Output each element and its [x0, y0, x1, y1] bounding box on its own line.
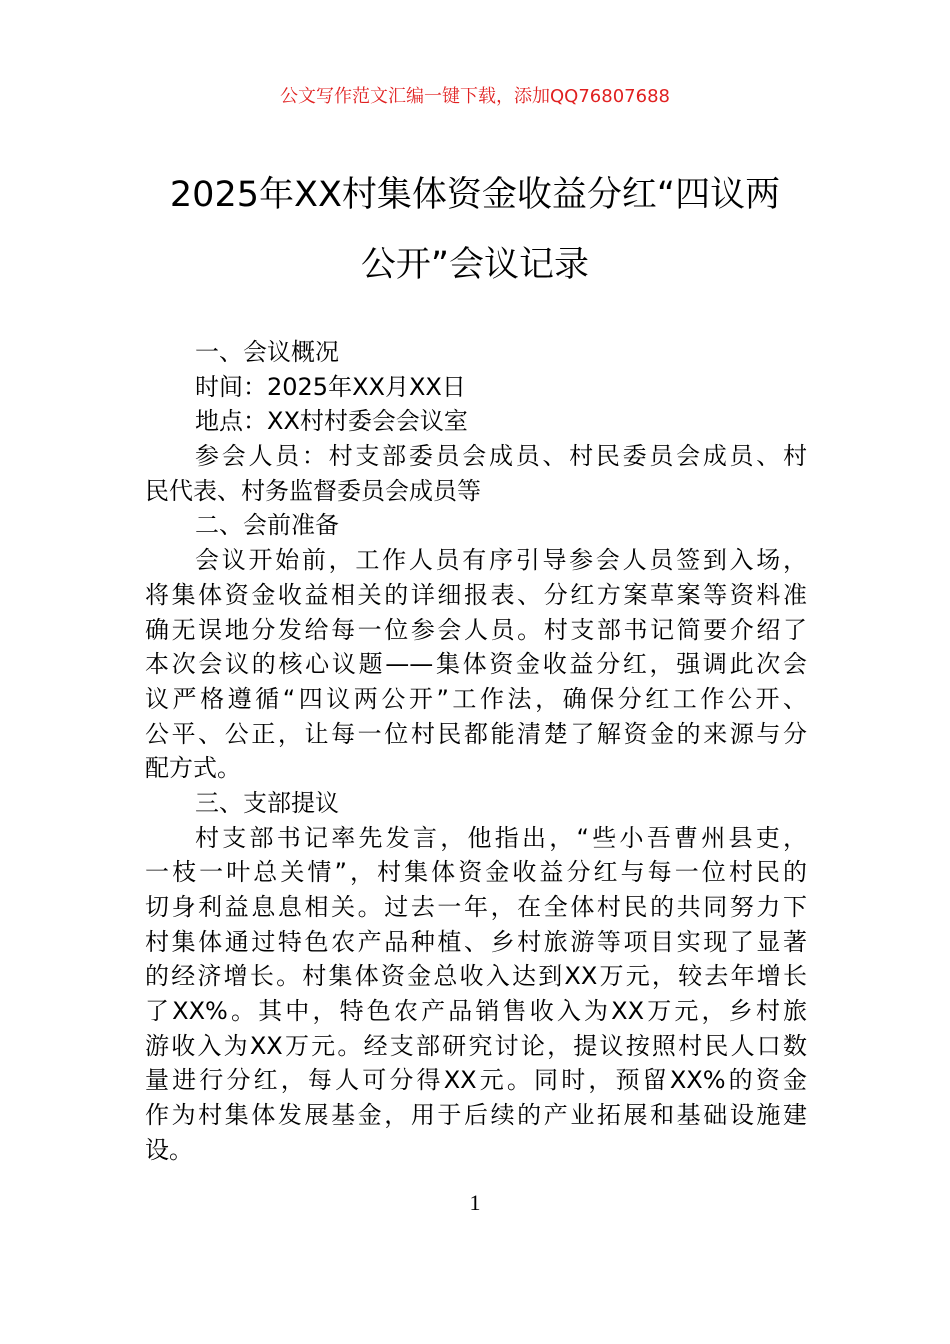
paragraph-line: 作为村集体发展基金，用于后续的产业拓展和基础设施建 — [145, 1101, 807, 1130]
paragraph-line: 确无误地分发给每一位参会人员。村支部书记简要介绍了 — [145, 615, 807, 644]
paragraph-line: 村支部书记率先发言，他指出，“些小吾曹州县吏， — [195, 823, 807, 852]
paragraph-line: 民代表、村务监督委员会成员等 — [145, 476, 481, 505]
paragraph-line: 量进行分红，每人可分得XX元。同时，预留XX%的资金 — [145, 1066, 807, 1095]
paragraph-line: 村集体通过特色农产品种植、乡村旅游等项目实现了显著 — [145, 927, 807, 956]
document-title-line1: 2025年XX村集体资金收益分红“四议两 — [169, 175, 781, 215]
watermark-banner: 公文写作范文汇编一键下载，添加QQ76807688 — [280, 86, 670, 107]
paragraph-line: 公平、公正，让每一位村民都能清楚了解资金的来源与分 — [145, 719, 807, 748]
paragraph-line: 的经济增长。村集体资金总收入达到XX万元，较去年增长 — [145, 962, 807, 991]
section-heading: 一、会议概况 — [195, 338, 339, 366]
paragraph-line: 游收入为XX万元。经支部研究讨论，提议按照村民人口数 — [145, 1031, 807, 1060]
paragraph-line: 了XX%。其中，特色农产品销售收入为XX万元，乡村旅 — [145, 997, 807, 1026]
paragraph-line: 将集体资金收益相关的详细报表、分红方案草案等资料准 — [145, 580, 807, 609]
paragraph-line: 切身利益息息相关。过去一年，在全体村民的共同努力下 — [145, 893, 807, 921]
section-heading: 二、会前准备 — [195, 511, 339, 540]
paragraph-line: 参会人员：村支部委员会成员、村民委员会成员、村 — [195, 442, 807, 471]
section-heading: 三、支部提议 — [195, 788, 339, 817]
document-title-line2: 公开”会议记录 — [360, 245, 590, 285]
paragraph-line: 设。 — [145, 1135, 193, 1164]
document-body — [145, 335, 807, 1168]
paragraph-line: 配方式。 — [145, 754, 241, 783]
paragraph-line: 会议开始前，工作人员有序引导参会人员签到入场， — [195, 546, 807, 575]
paragraph-line: 本次会议的核心议题——集体资金收益分红，强调此次会 — [145, 650, 807, 679]
paragraph-line: 一枝一叶总关情”，村集体资金收益分红与每一位村民的 — [145, 858, 807, 887]
info-line: 时间：2025年XX月XX日 — [195, 372, 466, 401]
paragraph-line: 议严格遵循“四议两公开”工作法，确保分红工作公开、 — [145, 684, 807, 713]
page-number: 1 — [469, 1190, 481, 1215]
info-line: 地点：XX村村委会会议室 — [195, 407, 468, 436]
